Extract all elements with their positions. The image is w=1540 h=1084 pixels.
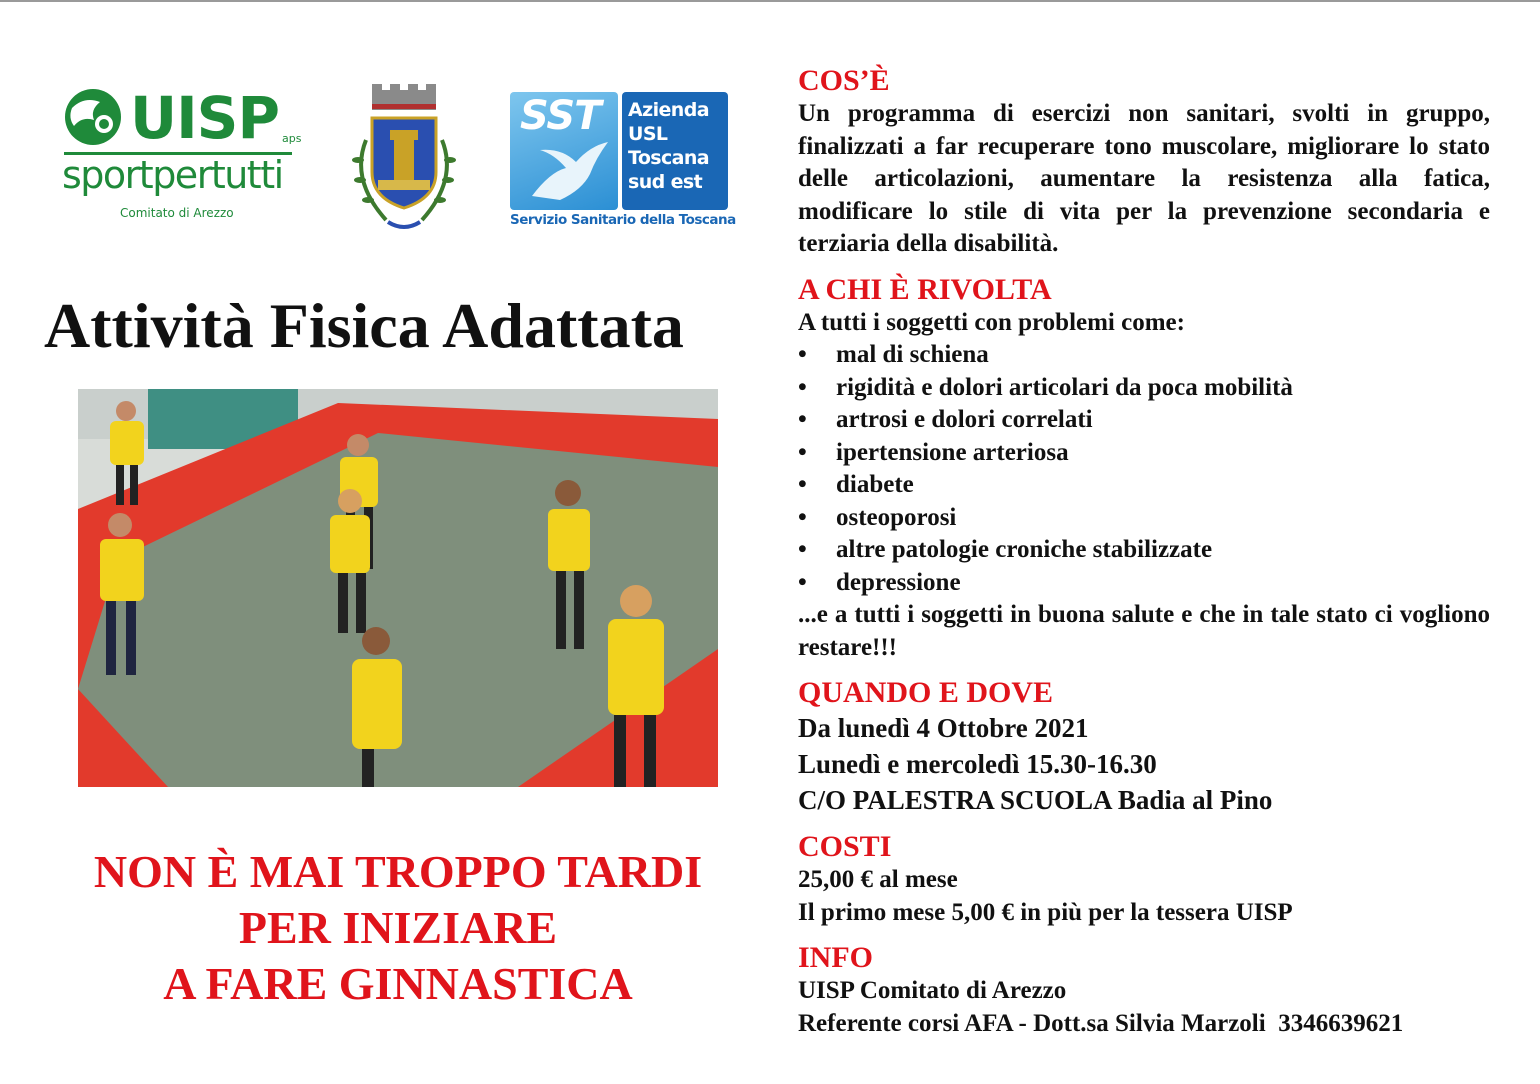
bullet-icon: • xyxy=(798,568,807,596)
sst-block xyxy=(510,92,618,210)
cose-description: Un programma di esercizi non sanitari, svolti in gruppo, finalizzati a far recuperare tono muscolare, migliorare lo stato delle articolazioni, aumentare la resistenza alla fatica, modificare lo stile di vita per la prevenzione secondaria e terziaria della disabilità. xyxy=(798,100,1490,257)
rivolta-outro: ...e a tutti i soggetti in buona salute e che in tale stato ci vogliono restare!!! xyxy=(798,601,1490,661)
people-exercising-photo xyxy=(78,389,718,787)
slogan-line: NON È MAI TROPPO TARDI xyxy=(93,846,703,897)
usl-line: sud est xyxy=(628,171,703,193)
info-column xyxy=(798,64,1490,1040)
rivolta-intro: A tutti i soggetti con problemi come: xyxy=(798,308,1185,336)
list-item xyxy=(798,567,1490,600)
cost-line: Il primo mese 5,00 € in più per la tessera UISP xyxy=(798,898,1293,926)
list-item-text: mal di schiena xyxy=(836,341,989,368)
bullet-icon: • xyxy=(798,438,807,466)
list-item-text: artrosi e dolori correlati xyxy=(836,406,1093,433)
uisp-wordmark: UISP xyxy=(130,84,279,152)
condition-list xyxy=(798,339,1490,599)
usl-logo xyxy=(510,92,736,236)
schedule-line: Lunedì e mercoledì 15.30-16.30 xyxy=(798,749,1157,779)
coat-of-arms-icon xyxy=(338,80,470,244)
bullet-icon: • xyxy=(798,406,807,433)
usl-caption: Servizio Sanitario della Toscana xyxy=(510,212,736,228)
slogan-line: A FARE GINNASTICA xyxy=(163,958,633,1009)
list-item xyxy=(798,534,1490,567)
list-item xyxy=(798,404,1490,437)
top-border xyxy=(0,0,1540,2)
uisp-logo xyxy=(60,86,300,226)
sst-wordmark: SST xyxy=(520,93,601,139)
bullet-icon: • xyxy=(798,536,807,563)
list-item-text: osteoporosi xyxy=(836,503,957,531)
list-item-text: ipertensione arteriosa xyxy=(836,438,1069,466)
info-line: Referente corsi AFA - Dott.sa Silvia Marzoli 3346639621 xyxy=(798,1009,1404,1037)
list-item xyxy=(798,372,1490,405)
usl-line: USL xyxy=(628,123,668,145)
list-item xyxy=(798,469,1490,502)
section-title-info: INFO xyxy=(798,941,873,974)
section-title-quando: QUANDO E DOVE xyxy=(798,676,1054,709)
pegasus-icon xyxy=(510,92,618,210)
section-title-costi: COSTI xyxy=(798,830,892,863)
list-item-text: diabete xyxy=(836,471,914,498)
list-item xyxy=(798,339,1490,372)
usl-name xyxy=(628,98,726,194)
bullet-icon: • xyxy=(798,471,807,498)
uisp-aps-label: aps xyxy=(282,132,302,145)
list-item-text: altre patologie croniche stabilizzate xyxy=(836,536,1213,563)
schedule-line: Da lunedì 4 Ottobre 2021 xyxy=(798,713,1089,743)
uisp-tagline: sportpertutti xyxy=(62,153,283,197)
uisp-committee: Comitato di Arezzo xyxy=(120,206,234,220)
list-item xyxy=(798,437,1490,470)
page-title: Attività Fisica Adattata xyxy=(44,290,684,361)
list-item xyxy=(798,502,1490,535)
usl-line: Azienda xyxy=(628,99,709,121)
uisp-globe-icon xyxy=(60,86,126,148)
info-line: UISP Comitato di Arezzo xyxy=(798,977,1067,1004)
section-title-cose: COS’È xyxy=(798,64,890,97)
list-item-text: depressione xyxy=(836,568,961,596)
usl-block xyxy=(622,92,728,210)
slogan-line: PER INIZIARE xyxy=(238,902,558,953)
bullet-icon: • xyxy=(798,503,807,531)
usl-line: Toscana xyxy=(628,147,710,169)
list-item-text: rigidità e dolori articolari da poca mobilità xyxy=(836,373,1293,401)
section-title-rivolta: A CHI È RIVOLTA xyxy=(798,272,1052,306)
slogan xyxy=(50,844,746,1012)
cost-line: 25,00 € al mese xyxy=(798,866,958,893)
bullet-icon: • xyxy=(798,341,807,368)
bullet-icon: • xyxy=(798,373,807,401)
schedule-line: C/O PALESTRA SCUOLA Badia al Pino xyxy=(798,785,1273,815)
